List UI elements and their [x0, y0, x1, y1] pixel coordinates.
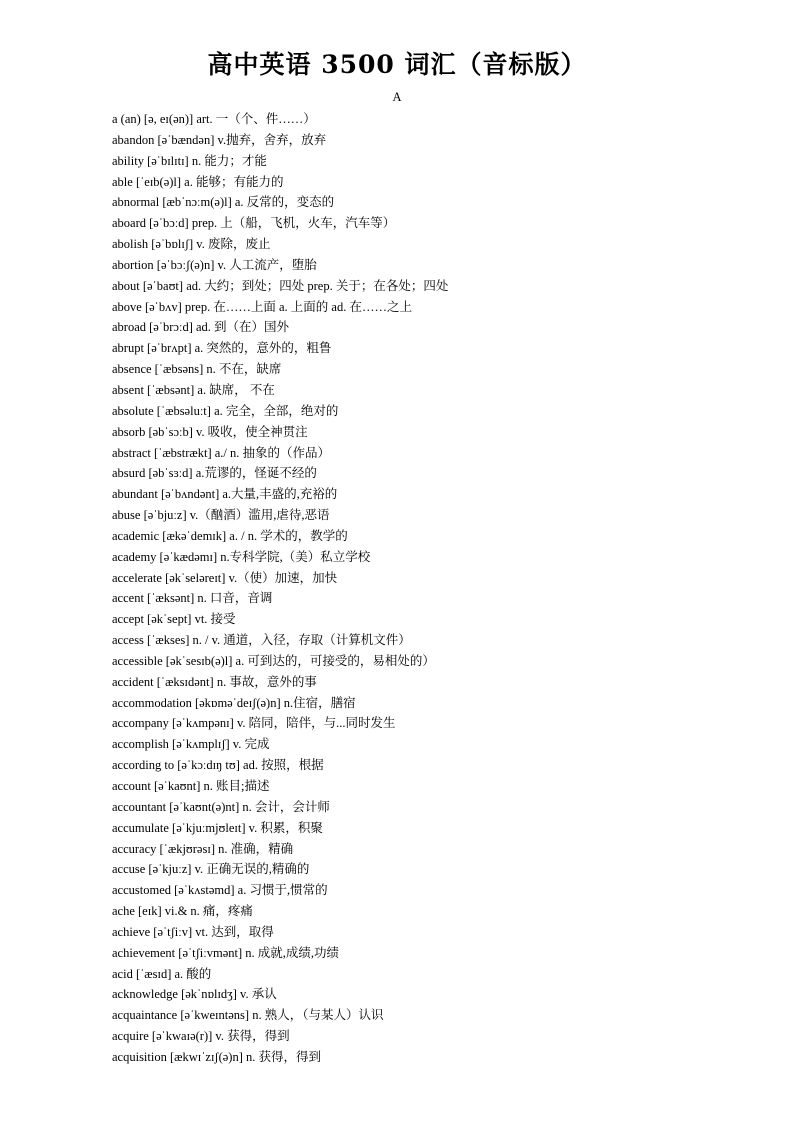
vocabulary-entry: acquire [əˈkwaɪə(r)] v. 获得，得到 — [112, 1029, 290, 1044]
vocabulary-entry: access [ˈækses] n. / v. 通道，入径，存取（计算机文件） — [112, 633, 411, 648]
vocabulary-entry: abundant [əˈbʌndənt] a.大量,丰盛的,充裕的 — [112, 487, 338, 502]
vocabulary-entry: absurd [əbˈsɜːd] a.荒谬的，怪诞不经的 — [112, 466, 317, 481]
vocabulary-entry: account [əˈkaʊnt] n. 账目;描述 — [112, 779, 270, 793]
vocabulary-entry: about [əˈbaʊt] ad. 大约；到处；四处 prep. 关于；在各处；四处 — [112, 278, 449, 293]
vocabulary-entry: accompany [əˈkʌmpənɪ] v. 陪同，陪伴，与...同时发生 — [112, 716, 396, 731]
vocabulary-entry: acid [ˈæsɪd] a. 酸的 — [112, 966, 212, 981]
vocabulary-entry: abnormal [æbˈnɔːm(ə)l] a. 反常的，变态的 — [112, 195, 335, 210]
vocabulary-entry: abroad [əˈbrɔːd] ad. 到（在）国外 — [112, 320, 290, 335]
vocabulary-entry: acquaintance [əˈkweɪntəns] n. 熟人，（与某人）认识 — [112, 1008, 384, 1023]
vocabulary-entry: able [ˈeɪb(ə)l] a. 能够；有能力的 — [112, 174, 284, 189]
vocabulary-list — [112, 109, 752, 1068]
vocabulary-entry: abrupt [əˈbrʌpt] a. 突然的，意外的，粗鲁 — [112, 341, 332, 356]
vocabulary-entry: accuse [əˈkjuːz] v. 正确无误的,精确的 — [112, 862, 310, 877]
vocabulary-entry: accumulate [əˈkjuːmjʊleɪt] v. 积累，积聚 — [112, 820, 323, 835]
vocabulary-entry: accomplish [əˈkʌmplɪʃ] v. 完成 — [112, 737, 270, 752]
vocabulary-entry: abstract [ˈæbstrækt] a./ n. 抽象的（作品） — [112, 445, 331, 460]
vocabulary-entry: acquisition [ækwɪˈzɪʃ(ə)n] n. 获得，得到 — [112, 1049, 321, 1064]
vocabulary-entry: acknowledge [əkˈnɒlɪdʒ] v. 承认 — [112, 987, 277, 1002]
vocabulary-entry: absorb [əbˈsɔːb] v. 吸收，使全神贯注 — [112, 424, 308, 439]
vocabulary-entry: accommodation [əkɒməˈdeɪʃ(ə)n] n.住宿，膳宿 — [112, 695, 356, 710]
vocabulary-entry: academy [əˈkædəmɪ] n.专科学院,（美）私立学校 — [112, 549, 371, 564]
vocabulary-entry: absolute [ˈæbsəluːt] a. 完全，全部，绝对的 — [112, 403, 339, 418]
page-title: 高中英语 3500 词汇（音标版） — [207, 50, 587, 79]
vocabulary-entry: above [əˈbʌv] prep. 在……上面 a. 上面的 ad. 在……之上 — [112, 299, 412, 314]
vocabulary-entry: accident [ˈæksɪdənt] n. 事故，意外的事 — [112, 674, 317, 689]
vocabulary-entry: absence [ˈæbsəns] n. 不在，缺席 — [112, 362, 282, 377]
vocabulary-entry: absent [ˈæbsənt] a. 缺席， 不在 — [112, 382, 275, 397]
vocabulary-entry: accustomed [əˈkʌstəmd] a. 习惯于,惯常的 — [112, 883, 328, 898]
vocabulary-entry: according to [əˈkɔːdɪŋ tʊ] ad. 按照，根据 — [112, 758, 324, 773]
vocabulary-entry: achieve [əˈtʃiːv] vt. 达到，取得 — [112, 924, 274, 939]
vocabulary-entry: ability [əˈbɪlɪtɪ] n. 能力；才能 — [112, 153, 267, 168]
section-letter: A — [392, 90, 402, 104]
vocabulary-entry: ache [eɪk] vi.& n. 痛，疼痛 — [112, 904, 253, 919]
vocabulary-entry: abuse [əˈbjuːz] v.（酗酒）滥用,虐待,恶语 — [112, 508, 330, 523]
vocabulary-entry: a (an) [ə, eɪ(ən)] art. 一（个、件……） — [112, 112, 316, 126]
vocabulary-entry: accountant [əˈkaʊnt(ə)nt] n. 会计，会计师 — [112, 799, 330, 814]
vocabulary-entry: achievement [əˈtʃiːvmənt] n. 成就,成绩,功绩 — [112, 945, 340, 960]
vocabulary-entry: accelerate [əkˈseləreɪt] v.（使）加速，加快 — [112, 570, 338, 585]
vocabulary-entry: aboard [əˈbɔːd] prep. 上（船，飞机，火车，汽车等） — [112, 216, 396, 231]
vocabulary-entry: abolish [əˈbɒlɪʃ] v. 废除，废止 — [112, 237, 271, 252]
vocabulary-entry: abortion [əˈbɔːʃ(ə)n] v. 人工流产，堕胎 — [112, 257, 317, 272]
vocabulary-entry: accent [ˈæksənt] n. 口音，音调 — [112, 591, 273, 606]
vocabulary-entry: abandon [əˈbændən] v.抛弃，舍弃，放弃 — [112, 132, 327, 147]
vocabulary-entry: academic [ækəˈdemɪk] a. / n. 学术的，教学的 — [112, 528, 348, 543]
vocabulary-entry: accuracy [ˈækjʊrəsɪ] n. 准确，精确 — [112, 841, 294, 856]
vocabulary-entry: accessible [əkˈsesɪb(ə)l] a. 可到达的，可接受的，易相处的） — [112, 653, 435, 668]
vocabulary-entry: accept [əkˈsept] vt. 接受 — [112, 612, 236, 627]
